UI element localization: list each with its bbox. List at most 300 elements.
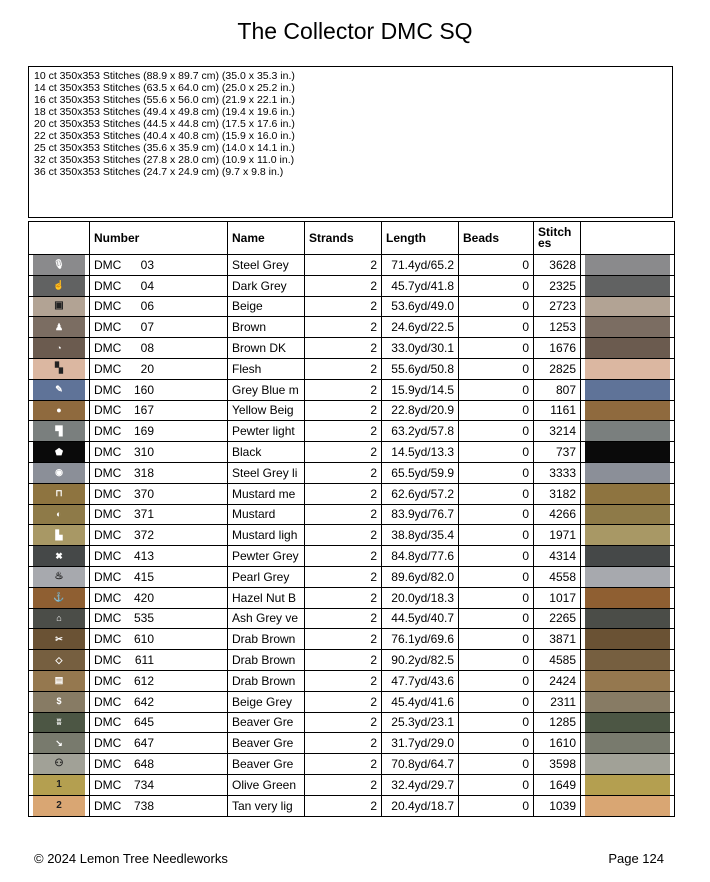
- color-code: 413: [133, 549, 154, 564]
- symbol-cell: [29, 774, 90, 795]
- length-cell: 24.6yd/22.5: [382, 317, 459, 338]
- brand-label: DMC: [94, 382, 122, 397]
- beads-cell: 0: [459, 400, 534, 421]
- symbol-cell: [29, 650, 90, 671]
- stitches-cell: 4558: [534, 566, 581, 587]
- color-swatch: [585, 297, 670, 317]
- table-row: [29, 774, 675, 795]
- symbol-cell: [29, 566, 90, 587]
- strands-cell: 2: [305, 712, 382, 733]
- strands-cell: 2: [305, 400, 382, 421]
- color-code: 160: [133, 382, 154, 397]
- beads-cell: 0: [459, 421, 534, 442]
- number-cell: [90, 691, 228, 712]
- name-cell: Olive Green: [228, 774, 305, 795]
- color-code: 612: [133, 673, 154, 688]
- color-swatch: [585, 525, 670, 545]
- length-cell: 15.9yd/14.5: [382, 379, 459, 400]
- number-cell: [90, 608, 228, 629]
- length-cell: 76.1yd/69.6: [382, 629, 459, 650]
- swatch-cell: [581, 421, 675, 442]
- swatch-cell: [581, 691, 675, 712]
- color-swatch: [585, 567, 670, 587]
- name-cell: Mustard me: [228, 483, 305, 504]
- color-swatch: [585, 380, 670, 400]
- number-cell: [90, 504, 228, 525]
- steps-icon: ▚: [33, 359, 85, 379]
- length-cell: 25.3yd/23.1: [382, 712, 459, 733]
- person-icon: ♟: [33, 317, 85, 337]
- fabric-size-line: 25 ct 350x353 Stitches (35.6 x 35.9 cm) (14.0 x 14.1 in.): [34, 142, 295, 154]
- brand-label: DMC: [94, 424, 122, 439]
- timer-icon: ◔: [33, 338, 85, 358]
- color-code: 420: [133, 590, 154, 605]
- swatch-cell: [581, 358, 675, 379]
- swatch-cell: [581, 379, 675, 400]
- number-cell: [90, 587, 228, 608]
- half-circle-icon: ◐: [33, 505, 85, 525]
- number-cell: [90, 774, 228, 795]
- bag-icon: ●: [33, 401, 85, 421]
- brand-label: DMC: [94, 611, 122, 626]
- color-code: 169: [133, 424, 154, 439]
- stitches-cell: 3628: [534, 255, 581, 276]
- symbol-cell: [29, 442, 90, 463]
- stitches-cell: 4314: [534, 546, 581, 567]
- brand-label: DMC: [94, 403, 122, 418]
- brand-label: DMC: [94, 757, 122, 772]
- beads-cell: 0: [459, 462, 534, 483]
- table-row: [29, 566, 675, 587]
- boot-icon: ▙: [33, 525, 85, 545]
- color-code: 642: [133, 694, 154, 709]
- name-cell: Pewter Grey: [228, 546, 305, 567]
- brand-label: DMC: [94, 736, 122, 751]
- swatch-cell: [581, 442, 675, 463]
- color-swatch: [585, 505, 670, 525]
- strands-cell: 2: [305, 421, 382, 442]
- symbol-cell: [29, 421, 90, 442]
- strands-cell: 2: [305, 525, 382, 546]
- beads-header: Beads: [459, 222, 534, 255]
- number-cell: [90, 650, 228, 671]
- name-cell: Pewter light: [228, 421, 305, 442]
- name-cell: Brown DK: [228, 338, 305, 359]
- swatch-cell: [581, 275, 675, 296]
- strands-cell: 2: [305, 296, 382, 317]
- strands-cell: 2: [305, 670, 382, 691]
- length-cell: 71.4yd/65.2: [382, 255, 459, 276]
- brand-label: DMC: [94, 445, 122, 460]
- strands-cell: 2: [305, 442, 382, 463]
- swatch-cell: [581, 629, 675, 650]
- beads-cell: 0: [459, 525, 534, 546]
- color-swatch: [585, 650, 670, 670]
- name-cell: Black: [228, 442, 305, 463]
- color-swatch: [585, 588, 670, 608]
- brand-label: DMC: [94, 341, 122, 356]
- beads-cell: 0: [459, 650, 534, 671]
- fabric-size-line: 32 ct 350x353 Stitches (27.8 x 28.0 cm) (10.9 x 11.0 in.): [34, 154, 295, 166]
- name-cell: Brown: [228, 317, 305, 338]
- brand-label: DMC: [94, 465, 122, 480]
- mic-icon: 🎙: [33, 255, 85, 275]
- beads-cell: 0: [459, 338, 534, 359]
- strands-cell: 2: [305, 275, 382, 296]
- color-swatch: [585, 276, 670, 296]
- color-code: 415: [133, 569, 154, 584]
- fabric-size-line: 36 ct 350x353 Stitches (24.7 x 24.9 cm) (9.7 x 9.8 in.): [34, 166, 284, 178]
- length-cell: 90.2yd/82.5: [382, 650, 459, 671]
- symbol-cell: [29, 296, 90, 317]
- stitches-cell: 2825: [534, 358, 581, 379]
- table-row: [29, 712, 675, 733]
- beads-cell: 0: [459, 774, 534, 795]
- symbol-cell: [29, 525, 90, 546]
- name-cell: Steel Grey: [228, 255, 305, 276]
- length-cell: 45.7yd/41.8: [382, 275, 459, 296]
- box-icon: ▤: [33, 671, 85, 691]
- symbol-cell: [29, 462, 90, 483]
- stitches-cell: 737: [534, 442, 581, 463]
- beads-cell: 0: [459, 691, 534, 712]
- length-cell: 62.6yd/57.2: [382, 483, 459, 504]
- strands-cell: 2: [305, 733, 382, 754]
- table-row: [29, 442, 675, 463]
- brand-label: DMC: [94, 569, 122, 584]
- beads-cell: 0: [459, 795, 534, 816]
- beads-cell: 0: [459, 733, 534, 754]
- name-cell: Drab Brown: [228, 670, 305, 691]
- symbol-cell: [29, 733, 90, 754]
- length-header: Length: [382, 222, 459, 255]
- fabric-size-line: 10 ct 350x353 Stitches (88.9 x 89.7 cm) (35.0 x 35.3 in.): [34, 70, 295, 82]
- table-row: [29, 795, 675, 816]
- stitches-header: [534, 222, 581, 255]
- color-swatch: [585, 338, 670, 358]
- brand-label: DMC: [94, 549, 122, 564]
- number-cell: [90, 317, 228, 338]
- color-code: 167: [133, 403, 154, 418]
- brand-label: DMC: [94, 673, 122, 688]
- dollar-icon: $: [33, 692, 85, 712]
- name-cell: Mustard ligh: [228, 525, 305, 546]
- color-header: [581, 222, 675, 255]
- strands-cell: 2: [305, 338, 382, 359]
- stitches-cell: 3598: [534, 754, 581, 775]
- strands-cell: 2: [305, 587, 382, 608]
- beads-cell: 0: [459, 317, 534, 338]
- brand-label: DMC: [94, 299, 122, 314]
- color-code: 611: [134, 653, 154, 668]
- length-cell: 38.8yd/35.4: [382, 525, 459, 546]
- table-row: [29, 338, 675, 359]
- hand-icon: ☝: [33, 276, 85, 296]
- table-row: [29, 317, 675, 338]
- number-cell: [90, 442, 228, 463]
- color-swatch: [585, 713, 670, 733]
- brand-label: DMC: [94, 278, 122, 293]
- length-cell: 33.0yd/30.1: [382, 338, 459, 359]
- beads-cell: 0: [459, 629, 534, 650]
- color-code: 647: [133, 736, 154, 751]
- color-swatch: [585, 733, 670, 753]
- number-cell: [90, 546, 228, 567]
- number-cell: [90, 296, 228, 317]
- stitches-header-label: Stitch es: [538, 225, 572, 250]
- symbol-cell: [29, 691, 90, 712]
- name-cell: Tan very lig: [228, 795, 305, 816]
- swatch-cell: [581, 255, 675, 276]
- symbol-cell: [29, 629, 90, 650]
- fabric-size-line: 22 ct 350x353 Stitches (40.4 x 40.8 cm) (15.9 x 16.0 in.): [34, 130, 295, 142]
- cross-icon: ✖: [33, 546, 85, 566]
- fabric-size-list: [28, 66, 673, 218]
- symbol-cell: [29, 400, 90, 421]
- number-cell: [90, 670, 228, 691]
- symbol-cell: [29, 546, 90, 567]
- symbol-cell: [29, 608, 90, 629]
- swatch-cell: [581, 650, 675, 671]
- brand-label: DMC: [94, 361, 122, 376]
- number-cell: [90, 255, 228, 276]
- fabric-size-line: 18 ct 350x353 Stitches (49.4 x 49.8 cm) (19.4 x 19.6 in.): [34, 106, 295, 118]
- beads-cell: 0: [459, 296, 534, 317]
- color-swatch: [585, 442, 670, 462]
- number-cell: [90, 629, 228, 650]
- beads-cell: 0: [459, 504, 534, 525]
- table-row: [29, 733, 675, 754]
- length-cell: 53.6yd/49.0: [382, 296, 459, 317]
- color-swatch: [585, 463, 670, 483]
- stitches-cell: 1610: [534, 733, 581, 754]
- table-row: [29, 421, 675, 442]
- pentagon-icon: ⬟: [33, 442, 85, 462]
- table-row: [29, 670, 675, 691]
- beads-cell: 0: [459, 442, 534, 463]
- color-code: 645: [133, 715, 154, 730]
- strands-cell: 2: [305, 317, 382, 338]
- swatch-cell: [581, 400, 675, 421]
- table-row: [29, 296, 675, 317]
- strands-cell: 2: [305, 462, 382, 483]
- color-code: 318: [133, 465, 154, 480]
- length-cell: 20.0yd/18.3: [382, 587, 459, 608]
- swatch-cell: [581, 795, 675, 816]
- length-cell: 55.6yd/50.8: [382, 358, 459, 379]
- table-row: [29, 504, 675, 525]
- stitches-cell: 807: [534, 379, 581, 400]
- symbol-cell: [29, 379, 90, 400]
- group-icon: ⚇: [33, 754, 85, 774]
- length-cell: 20.4yd/18.7: [382, 795, 459, 816]
- strands-cell: 2: [305, 255, 382, 276]
- beads-cell: 0: [459, 483, 534, 504]
- length-cell: 45.4yd/41.6: [382, 691, 459, 712]
- strands-cell: 2: [305, 608, 382, 629]
- number-cell: [90, 754, 228, 775]
- stitches-cell: 1253: [534, 317, 581, 338]
- anchor-icon: ⚓: [33, 588, 85, 608]
- stitches-cell: 3214: [534, 421, 581, 442]
- color-swatch: [585, 629, 670, 649]
- beads-cell: 0: [459, 754, 534, 775]
- target-icon: ◉: [33, 463, 85, 483]
- table-row: [29, 691, 675, 712]
- table-row: [29, 275, 675, 296]
- symbol-cell: [29, 754, 90, 775]
- brand-label: DMC: [94, 257, 122, 272]
- brand-label: DMC: [94, 507, 122, 522]
- flag-icon: ▜: [33, 421, 85, 441]
- table-row: [29, 379, 675, 400]
- house-icon: ⌂: [33, 609, 85, 629]
- length-cell: 83.9yd/76.7: [382, 504, 459, 525]
- strands-cell: 2: [305, 774, 382, 795]
- color-swatch: [585, 796, 670, 816]
- length-cell: 63.2yd/57.8: [382, 421, 459, 442]
- name-cell: Yellow Beig: [228, 400, 305, 421]
- number-cell: [90, 795, 228, 816]
- name-cell: Beige Grey: [228, 691, 305, 712]
- two-icon: 2: [33, 796, 85, 816]
- name-cell: Mustard: [228, 504, 305, 525]
- swatch-cell: [581, 608, 675, 629]
- beads-cell: 0: [459, 608, 534, 629]
- name-cell: Steel Grey li: [228, 462, 305, 483]
- color-swatch: [585, 692, 670, 712]
- number-cell: [90, 462, 228, 483]
- color-code: 04: [140, 278, 154, 293]
- name-cell: Drab Brown: [228, 629, 305, 650]
- swatch-cell: [581, 712, 675, 733]
- symbol-cell: [29, 712, 90, 733]
- swatch-cell: [581, 338, 675, 359]
- beads-cell: 0: [459, 275, 534, 296]
- symbol-cell: [29, 317, 90, 338]
- swatch-cell: [581, 504, 675, 525]
- color-swatch: [585, 671, 670, 691]
- stitches-cell: 1676: [534, 338, 581, 359]
- color-swatch: [585, 255, 670, 275]
- table-row: [29, 255, 675, 276]
- table-row: [29, 525, 675, 546]
- number-cell: [90, 712, 228, 733]
- brand-label: DMC: [94, 694, 122, 709]
- color-swatch: [585, 359, 670, 379]
- stitches-cell: 4585: [534, 650, 581, 671]
- number-cell: [90, 379, 228, 400]
- number-cell: [90, 400, 228, 421]
- length-cell: 89.6yd/82.0: [382, 566, 459, 587]
- table-row: [29, 358, 675, 379]
- table-row: [29, 483, 675, 504]
- film-icon: ▣: [33, 297, 85, 317]
- number-cell: [90, 338, 228, 359]
- beads-cell: 0: [459, 712, 534, 733]
- stitches-cell: 1649: [534, 774, 581, 795]
- color-code: 648: [133, 757, 154, 772]
- length-cell: 47.7yd/43.6: [382, 670, 459, 691]
- symbol-cell: [29, 275, 90, 296]
- color-code: 370: [133, 486, 154, 501]
- name-header: Name: [228, 222, 305, 255]
- swatch-cell: [581, 317, 675, 338]
- thread-table: [28, 221, 675, 817]
- symbol-cell: [29, 338, 90, 359]
- strands-cell: 2: [305, 691, 382, 712]
- page-number: Page 124: [608, 851, 664, 866]
- number-cell: [90, 483, 228, 504]
- swatch-cell: [581, 754, 675, 775]
- stitches-cell: 3333: [534, 462, 581, 483]
- brand-label: DMC: [94, 486, 122, 501]
- color-swatch: [585, 317, 670, 337]
- length-cell: 32.4yd/29.7: [382, 774, 459, 795]
- beads-cell: 0: [459, 587, 534, 608]
- table-header-row: [29, 222, 675, 255]
- swatch-cell: [581, 670, 675, 691]
- name-cell: Ash Grey ve: [228, 608, 305, 629]
- name-cell: Hazel Nut B: [228, 587, 305, 608]
- gate-icon: ⊓: [33, 484, 85, 504]
- color-swatch: [585, 401, 670, 421]
- symbol-cell: [29, 795, 90, 816]
- table-row: [29, 546, 675, 567]
- color-swatch: [585, 546, 670, 566]
- slash-icon: ↘: [33, 733, 85, 753]
- brand-label: DMC: [94, 632, 122, 647]
- swatch-cell: [581, 733, 675, 754]
- length-cell: 84.8yd/77.6: [382, 546, 459, 567]
- stitches-cell: 1017: [534, 587, 581, 608]
- strands-cell: 2: [305, 379, 382, 400]
- swatch-cell: [581, 462, 675, 483]
- swatch-cell: [581, 525, 675, 546]
- strands-cell: 2: [305, 795, 382, 816]
- strands-cell: 2: [305, 566, 382, 587]
- swatch-cell: [581, 546, 675, 567]
- swatch-cell: [581, 774, 675, 795]
- brand-label: DMC: [94, 528, 122, 543]
- symbol-header: [29, 222, 90, 255]
- color-code: 535: [133, 611, 154, 626]
- strands-cell: 2: [305, 754, 382, 775]
- one-icon: 1: [33, 775, 85, 795]
- number-cell: [90, 421, 228, 442]
- number-cell: [90, 566, 228, 587]
- brand-label: DMC: [94, 777, 122, 792]
- diamond-icon: ◇: [33, 650, 85, 670]
- beads-cell: 0: [459, 566, 534, 587]
- color-code: 371: [133, 507, 154, 522]
- fabric-size-line: 16 ct 350x353 Stitches (55.6 x 56.0 cm) (21.9 x 22.1 in.): [34, 94, 295, 106]
- fabric-size-line: 14 ct 350x353 Stitches (63.5 x 64.0 cm) (25.0 x 25.2 in.): [34, 82, 295, 94]
- table-row: [29, 608, 675, 629]
- table-row: [29, 650, 675, 671]
- name-cell: Beaver Gre: [228, 712, 305, 733]
- stitches-cell: 2424: [534, 670, 581, 691]
- table-row: [29, 754, 675, 775]
- number-cell: [90, 733, 228, 754]
- stitches-cell: 2311: [534, 691, 581, 712]
- table-row: [29, 629, 675, 650]
- color-swatch: [585, 609, 670, 629]
- number-cell: [90, 358, 228, 379]
- symbol-cell: [29, 670, 90, 691]
- fabric-size-line: 20 ct 350x353 Stitches (44.5 x 44.8 cm) (17.5 x 17.6 in.): [34, 118, 295, 130]
- name-cell: Flesh: [228, 358, 305, 379]
